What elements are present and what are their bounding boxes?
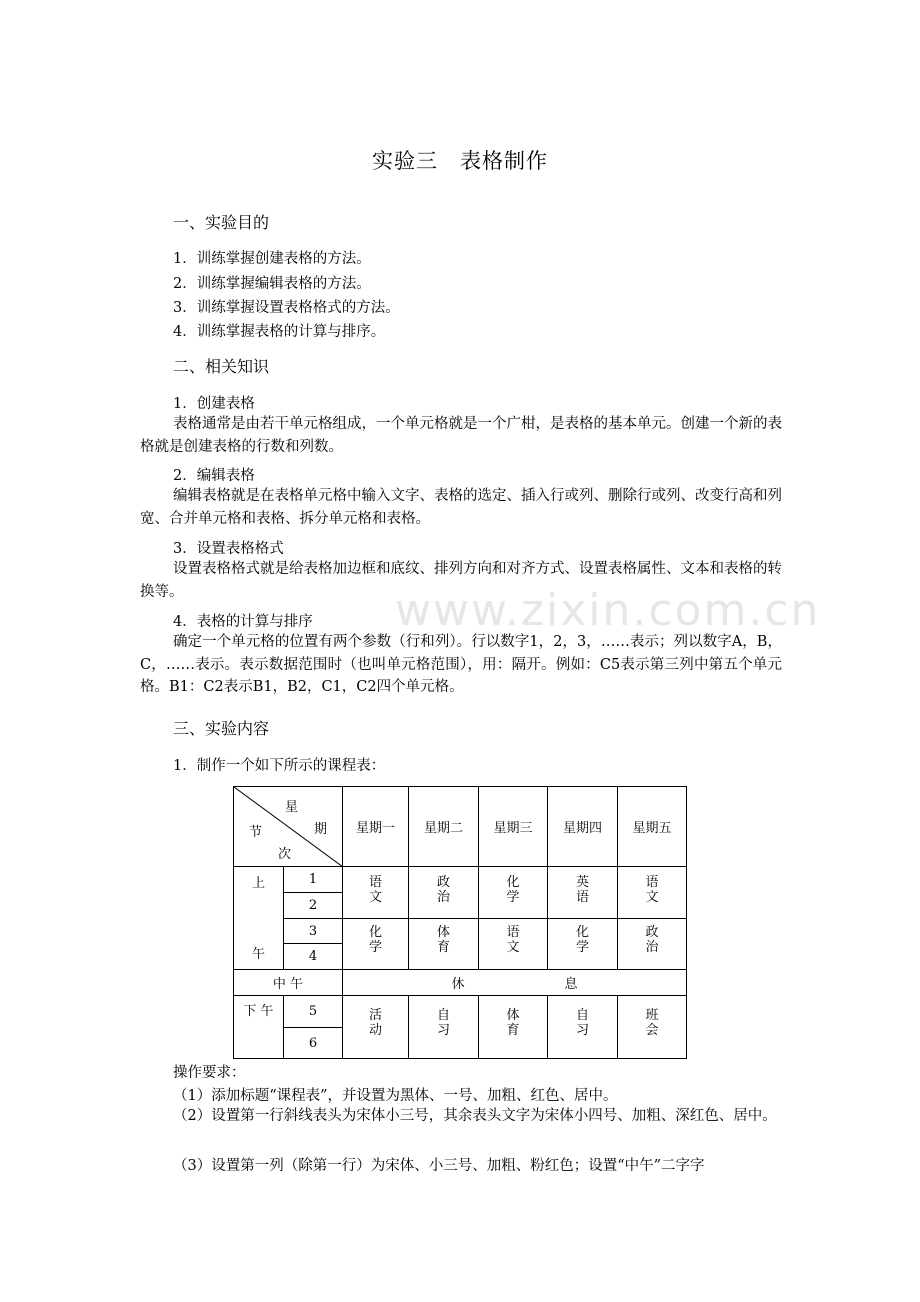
subject-text: 语文 [645, 875, 659, 905]
section-1-heading: 一、实验目的 [173, 213, 270, 232]
topic-label: 2．编辑表格 [173, 468, 255, 484]
topic-text: 编辑表格就是在表格单元格中输入文字、表格的选定、插入行或列、删除行或列、改变行高和列宽、合并单元格和表格、拆分单元格和表格。 [140, 488, 782, 527]
morning-label-cell [234, 867, 284, 970]
objective-item: 3．训练掌握设置表格格式的方法。 [173, 300, 400, 316]
rest-char: 休 [451, 977, 465, 992]
topic-label: 1．创建表格 [173, 396, 255, 412]
topic-label: 4．表格的计算与排序 [173, 614, 313, 630]
section-3-heading: 三、实验内容 [173, 719, 270, 738]
day-header: 星期五 [618, 787, 687, 867]
subject-text: 体育 [506, 1008, 520, 1038]
period-number: 5 [284, 996, 343, 1028]
subject-cell [548, 919, 618, 970]
day-header: 星期一 [343, 787, 409, 867]
subject-cell [618, 867, 687, 919]
subject-text: 政治 [645, 925, 659, 955]
subject-text: 化学 [506, 875, 520, 905]
rest-cell [343, 970, 687, 996]
objective-item: 4．训练掌握表格的计算与排序。 [173, 324, 386, 340]
requirement-item: （1）添加标题“课程表”，并设置为黑体、一号、加粗、红色、居中。 [173, 1088, 618, 1104]
objective-item: 1．训练掌握创建表格的方法。 [173, 251, 371, 267]
morning-label-top: 上 [252, 876, 266, 891]
topic-text: 设置表格格式就是给表格加边框和底纹、排列方向和对齐方式、设置表格属性、文本和表格的转换等。 [140, 561, 782, 600]
day-header: 星期四 [548, 787, 618, 867]
schedule-table [233, 786, 687, 1059]
subject-text: 语文 [506, 925, 520, 955]
page-title: 实验三 表格制作 [372, 149, 548, 173]
subject-text: 化学 [575, 925, 589, 955]
subject-cell [479, 867, 548, 919]
topic-text: 确定一个单元格的位置有两个参数（行和列）。行以数字1，2，3，……表示；列以数字A，B，C，……表示。表示数据范围时（也叫单元格范围），用：隔开。例如：C5表示第三列中第五个单元格。B1：C2表示B1，B2，C1，C2四个单元格。 [140, 634, 782, 695]
corner-label-right: 期 [314, 822, 328, 837]
objective-item: 2．训练掌握编辑表格的方法。 [173, 276, 371, 292]
section-2-heading: 二、相关知识 [173, 357, 270, 376]
content-intro: 1．制作一个如下所示的课程表： [173, 758, 386, 774]
day-header: 星期三 [479, 787, 548, 867]
subject-cell [548, 996, 618, 1059]
subject-cell [618, 919, 687, 970]
subject-cell [479, 996, 548, 1059]
subject-cell [343, 919, 409, 970]
requirement-item: （2）设置第一行斜线表头为宋体小三号，其余表头文字为宋体小四号、加粗、深红色、居中。 [173, 1108, 777, 1124]
subject-cell [479, 919, 548, 970]
subject-cell [409, 867, 479, 919]
subject-cell [409, 919, 479, 970]
corner-label-bottom: 次 [278, 847, 292, 862]
topic-text: 表格通常是由若干单元格组成，一个单元格就是一个广柑，是表格的基本单元。创建一个新的表格就是创建表格的行数和列数。 [140, 416, 782, 455]
subject-text: 化学 [368, 925, 382, 955]
requirements-label: 操作要求： [173, 1065, 246, 1081]
subject-cell [618, 996, 687, 1059]
requirement-item: （3）设置第一列（除第一行）为宋体、小三号、加粗、粉红色；设置“中午”二字字 [173, 1158, 705, 1174]
subject-text: 英语 [575, 875, 589, 905]
subject-text: 自习 [436, 1008, 450, 1038]
period-number: 3 [284, 919, 343, 944]
period-number: 4 [284, 944, 343, 970]
subject-text: 活动 [368, 1008, 382, 1038]
subject-text: 自习 [575, 1008, 589, 1038]
corner-label-left: 节 [249, 825, 263, 840]
subject-text: 体育 [436, 925, 450, 955]
corner-label-top: 星 [285, 800, 299, 815]
period-number: 2 [284, 893, 343, 919]
topic-label: 3．设置表格格式 [173, 541, 284, 557]
period-number: 6 [284, 1028, 343, 1059]
morning-label-bottom: 午 [252, 947, 266, 962]
noon-label: 中 午 [234, 970, 343, 996]
rest-char: 息 [564, 977, 578, 992]
subject-text: 班会 [645, 1008, 659, 1038]
afternoon-label: 下 午 [234, 996, 284, 1059]
day-header: 星期二 [409, 787, 479, 867]
watermark: www.zixin.com.cn [395, 585, 821, 636]
diagonal-header-cell [234, 787, 343, 867]
subject-cell [343, 996, 409, 1059]
period-number: 1 [284, 867, 343, 893]
subject-cell [343, 867, 409, 919]
subject-cell [409, 996, 479, 1059]
subject-text: 语文 [368, 875, 382, 905]
subject-text: 政治 [436, 875, 450, 905]
subject-cell [548, 867, 618, 919]
